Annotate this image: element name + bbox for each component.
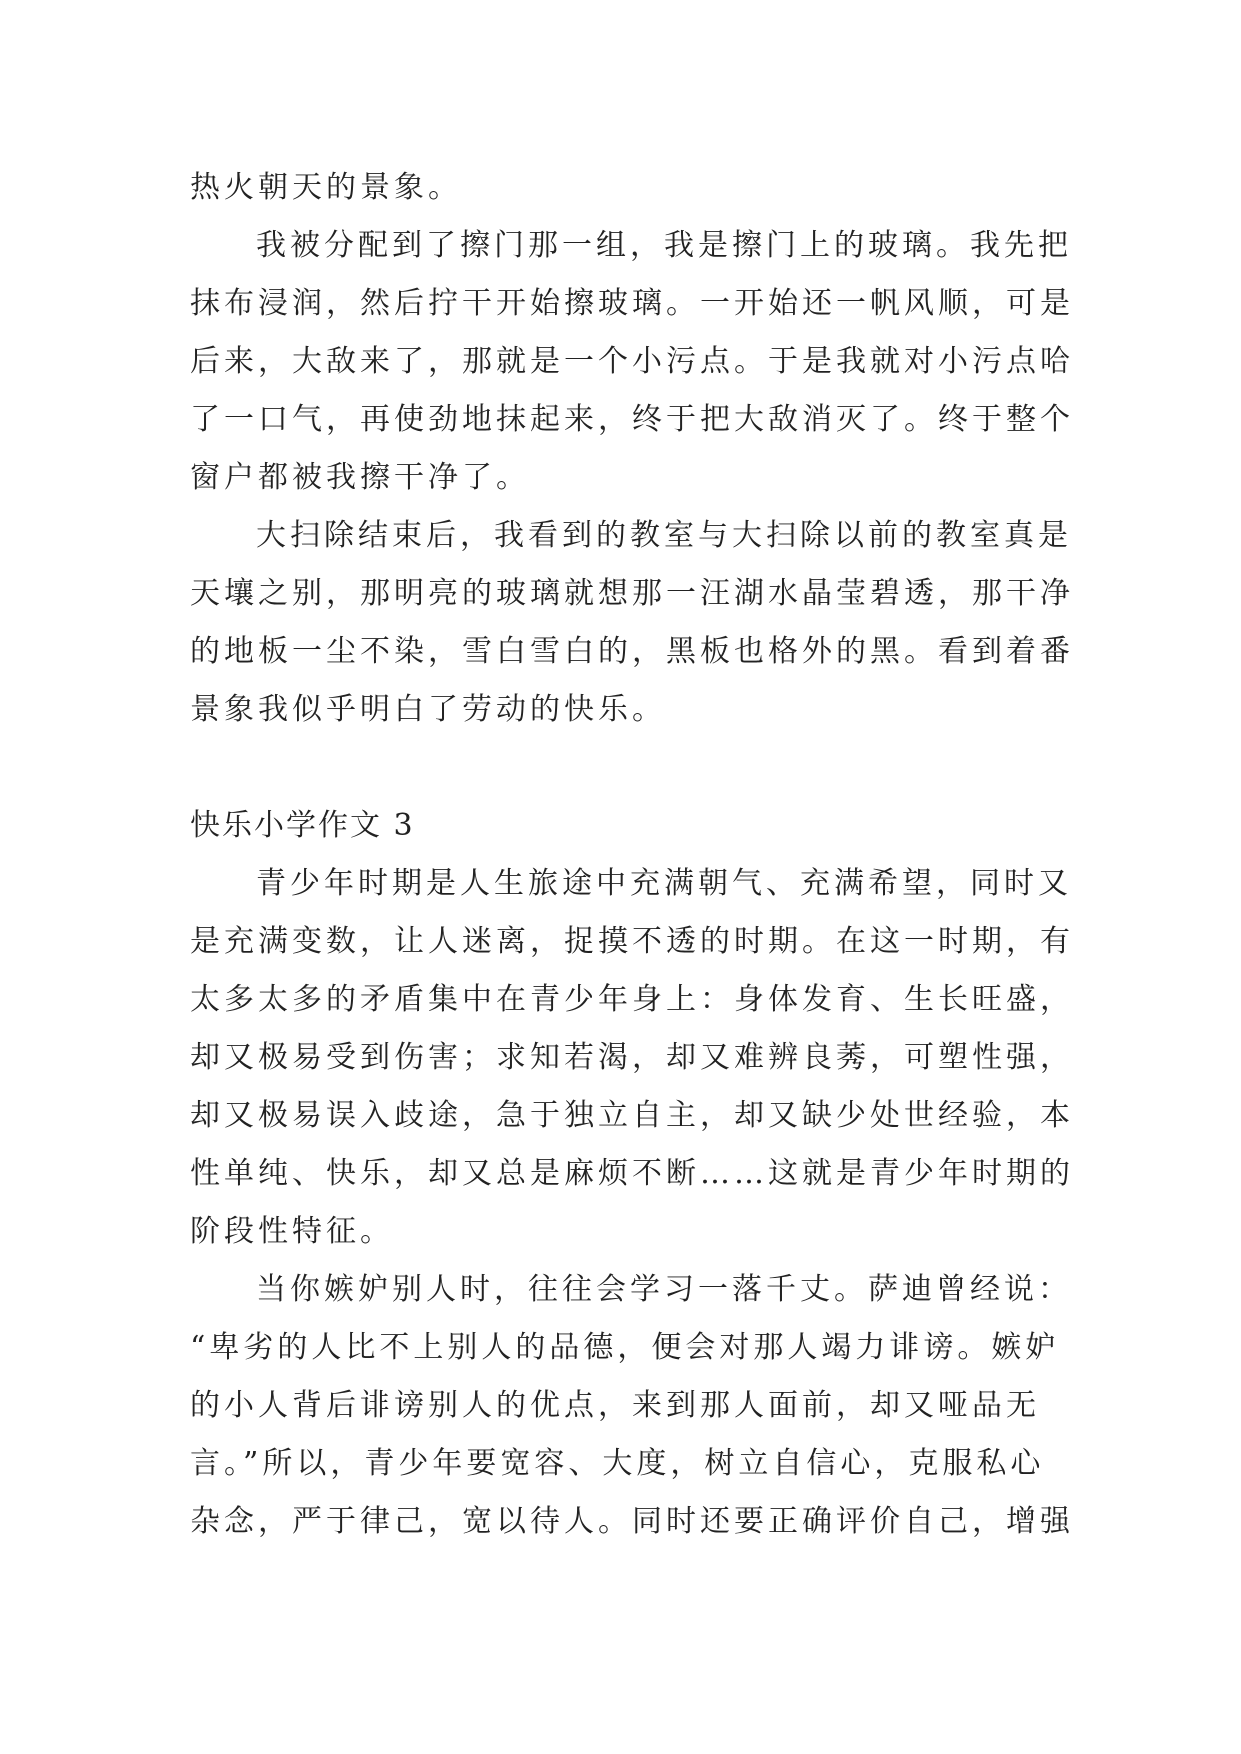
paragraph-line: “卑劣的人比不上别人的品德，便会对那人竭力诽谤。嫉妒 [190, 1330, 1060, 1365]
paragraph-line: 太多太多的矛盾集中在青少年身上：身体发育、生长旺盛， [190, 982, 1074, 1017]
paragraph-line: 杂念，严于律己，宽以待人。同时还要正确评价自己，增强 [190, 1504, 1074, 1539]
paragraph-line: 青少年时期是人生旅途中充满朝气、充满希望，同时又 [256, 866, 1072, 901]
section-title: 快乐小学作文 3 [190, 808, 415, 843]
paragraph-line: 言。”所以，青少年要宽容、大度，树立自信心，克服私心 [190, 1446, 1045, 1481]
paragraph-line: 却又极易误入歧途，急于独立自主，却又缺少处世经验，本 [190, 1098, 1074, 1133]
paragraph-line: 的小人背后诽谤别人的优点，来到那人面前，却又哑品无 [190, 1388, 1040, 1423]
paragraph-line: 窗户都被我擦干净了。 [190, 460, 530, 495]
paragraph-line: 抹布浸润，然后拧干开始擦玻璃。一开始还一帆风顺，可是 [190, 286, 1074, 321]
paragraph-line: 是充满变数，让人迷离，捉摸不透的时期。在这一时期，有 [190, 924, 1074, 959]
paragraph-line: 了一口气，再使劲地抹起来，终于把大敌消灭了。终于整个 [190, 402, 1074, 437]
paragraph-line: 景象我似乎明白了劳动的快乐。 [190, 692, 666, 727]
paragraph-line: 大扫除结束后，我看到的教室与大扫除以前的教室真是 [256, 518, 1072, 553]
paragraph-line: 天壤之别，那明亮的玻璃就想那一汪湖水晶莹碧透，那干净 [190, 576, 1074, 611]
paragraph-line: 的地板一尘不染，雪白雪白的，黑板也格外的黑。看到着番 [190, 634, 1074, 669]
paragraph-line: 性单纯、快乐，却又总是麻烦不断……这就是青少年时期的 [190, 1156, 1074, 1191]
paragraph-line: 当你嫉妒别人时，往往会学习一落千丈。萨迪曾经说： [256, 1272, 1072, 1307]
paragraph-line: 却又极易受到伤害；求知若渴，却又难辨良莠，可塑性强， [190, 1040, 1074, 1075]
paragraph-line: 后来，大敌来了，那就是一个小污点。于是我就对小污点哈 [190, 344, 1074, 379]
paragraph-line: 热火朝天的景象。 [190, 170, 462, 205]
paragraph-line: 阶段性特征。 [190, 1214, 394, 1249]
paragraph-line: 我被分配到了擦门那一组，我是擦门上的玻璃。我先把 [256, 228, 1072, 263]
